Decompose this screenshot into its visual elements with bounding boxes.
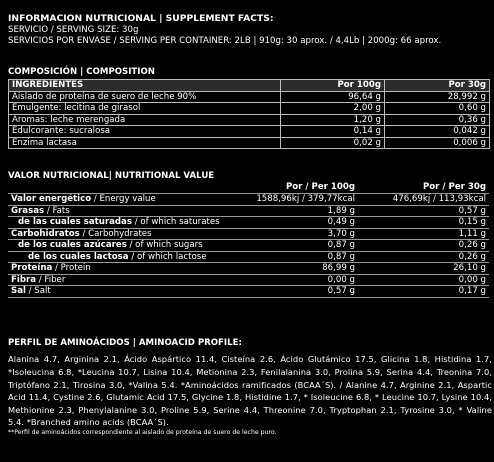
column-header: INGREDIENTES <box>9 80 281 92</box>
amount-100g: 1,20 g <box>281 114 385 126</box>
nutrient-label-en: / Fiber <box>36 274 66 285</box>
nutrient-label-en: / Salt <box>25 286 51 297</box>
value-30g: 476,69kj / 113,93kcal <box>358 194 489 206</box>
ingredient-name: Aromas: leche merengada <box>9 114 281 126</box>
value-30g: 0,00 g <box>358 274 489 286</box>
table-row <box>9 103 490 115</box>
table-row <box>8 217 489 229</box>
aminoacid-footnote: **Perfil de aminoácidos correspondiente al aislado de proteína de suero de leche puro. <box>8 428 277 436</box>
nutrient-label-es: Carbohidratos <box>11 228 80 239</box>
table-row <box>8 228 489 240</box>
table-row <box>8 274 489 286</box>
nutrient-label-es: Valor energético <box>11 194 92 205</box>
table-row <box>9 137 490 149</box>
amount-30g: 0,042 g <box>385 126 490 138</box>
nutrition-header-row <box>8 182 489 194</box>
serving-size: SERVICIO / SERVING SIZE: 30g <box>8 25 139 36</box>
ingredient-name: Enzima lactasa <box>9 137 281 149</box>
aminoacid-text: Alanina 4.7, Arginina 2.1, Ácido Aspártico 11.4, Cisteína 2.6, Ácido Glutámico 17.5, Glicina 1.8, Histidina 1.7, *Isoleucina 6.8, *Leucina 10.7, Lisina 10.4, Metionina 2.3, Fenilalanina 3.0, Prolina 5.9, Serina 4.4, Treonina 7.0, Triptófano 2.1, Tirosina 3.0, *Valina 5.4. *Aminoácidos ramificados (BCAA´S). / Alanine 4.7, Arginine 2.1, Aspartic Acid 11.4, Cystine 2.6, Glutamic Acid 17.5, Glycine 1.8, Histidine 1.7, * Isoleucine 6.8, * Leucine 10.7, Lysine 10.4, Methionine 2.3, Phenylalanine 3.0, Proline 5.9, Serine 4.4, Threonine 7.0, Tryptophan 2.1, Tyrosine 3.0, * Valine 5.4. *Branched amino acids (BCAA´S). <box>8 354 492 428</box>
nutrient-label-en: / Protein <box>52 263 91 274</box>
value-30g: 0,26 g <box>358 240 489 252</box>
amount-100g: 2,00 g <box>281 103 385 115</box>
table-row <box>9 114 490 126</box>
value-100g: 1588,96kj / 379,77kcal <box>248 194 358 206</box>
nutrition-table <box>8 182 489 298</box>
nutrient-label-es: Fibra <box>11 274 37 285</box>
column-header: Por / Per 30g <box>358 182 489 194</box>
table-row <box>8 286 489 298</box>
supplement-facts-header <box>8 13 488 47</box>
amount-30g: 28,992 g <box>385 91 490 103</box>
amount-30g: 0,60 g <box>385 103 490 115</box>
value-100g: 1,89 g <box>248 205 358 217</box>
nutrient-label-es: de los cuales lactosa <box>28 251 129 262</box>
nutrient-label-es: de las cuales saturadas <box>18 217 132 228</box>
value-30g: 0,17 g <box>358 286 489 298</box>
nutrient-label-en: / of which saturates <box>131 217 220 228</box>
table-row <box>8 251 489 263</box>
nutrient-label-es: Grasas <box>11 205 45 216</box>
column-header: Por 30g <box>385 80 490 92</box>
value-30g: 0,15 g <box>358 217 489 229</box>
servings-per-container: SERVICIOS POR ENVASE / SERVING PER CONTAINER: 2LB | 910g: 30 aprox. / 4,4Lb | 2000g: 66 aprox. <box>8 36 442 47</box>
table-row <box>8 205 489 217</box>
amount-100g: 0,14 g <box>281 126 385 138</box>
column-header: Por / Per 100g <box>248 182 358 194</box>
value-30g: 1,11 g <box>358 228 489 240</box>
nutrient-label-en: / Carbohydrates <box>79 228 152 239</box>
nutrient-label-en: / Fats <box>44 205 70 216</box>
facts-title: INFORMACION NUTRICIONAL | SUPPLEMENT FACTS: <box>8 13 274 24</box>
ingredient-name: Emulgente: lecitina de girasol <box>9 103 281 115</box>
composition-table <box>8 79 490 149</box>
table-row <box>9 91 490 103</box>
nutrient-label-es: de los cuales azúcares <box>18 240 127 251</box>
value-30g: 0,57 g <box>358 205 489 217</box>
table-row <box>8 194 489 206</box>
value-100g: 3,70 g <box>248 228 358 240</box>
amount-100g: 0,02 g <box>281 137 385 149</box>
value-30g: 26,10 g <box>358 263 489 275</box>
nutrient-label-es: Sal <box>11 286 26 297</box>
value-100g: 0,87 g <box>248 240 358 252</box>
column-header: Por 100g <box>281 80 385 92</box>
value-30g: 0,26 g <box>358 251 489 263</box>
ingredient-name: Edulcorante: sucralosa <box>9 126 281 138</box>
value-100g: 0,57 g <box>248 286 358 298</box>
table-row <box>8 263 489 275</box>
value-100g: 0,87 g <box>248 251 358 263</box>
nutrient-label-en: / Energy value <box>91 194 156 205</box>
amount-30g: 0,006 g <box>385 137 490 149</box>
aminoacid-profile <box>8 338 492 436</box>
nutrition-title: VALOR NUTRICIONAL| NUTRITIONAL VALUE <box>8 171 215 181</box>
aminoacid-title: PERFIL DE AMINOÁCIDOS | AMINOACID PROFILE: <box>8 338 242 348</box>
nutrient-label-en: / of which lactose <box>128 251 207 262</box>
table-row <box>8 240 489 252</box>
value-100g: 86,99 g <box>248 263 358 275</box>
value-100g: 0,00 g <box>248 274 358 286</box>
composition-header-row <box>9 80 490 92</box>
column-header <box>8 182 248 194</box>
nutrient-label-es: Proteína <box>11 263 53 274</box>
amount-30g: 0,36 g <box>385 114 490 126</box>
table-row <box>9 126 490 138</box>
amount-100g: 96,64 g <box>281 91 385 103</box>
value-100g: 0,49 g <box>248 217 358 229</box>
composition-title: COMPOSICIÓN | COMPOSITION <box>8 67 155 77</box>
ingredient-name: Aislado de proteína de suero de leche 90% <box>9 91 281 103</box>
nutrient-label-en: / of which sugars <box>126 240 203 251</box>
